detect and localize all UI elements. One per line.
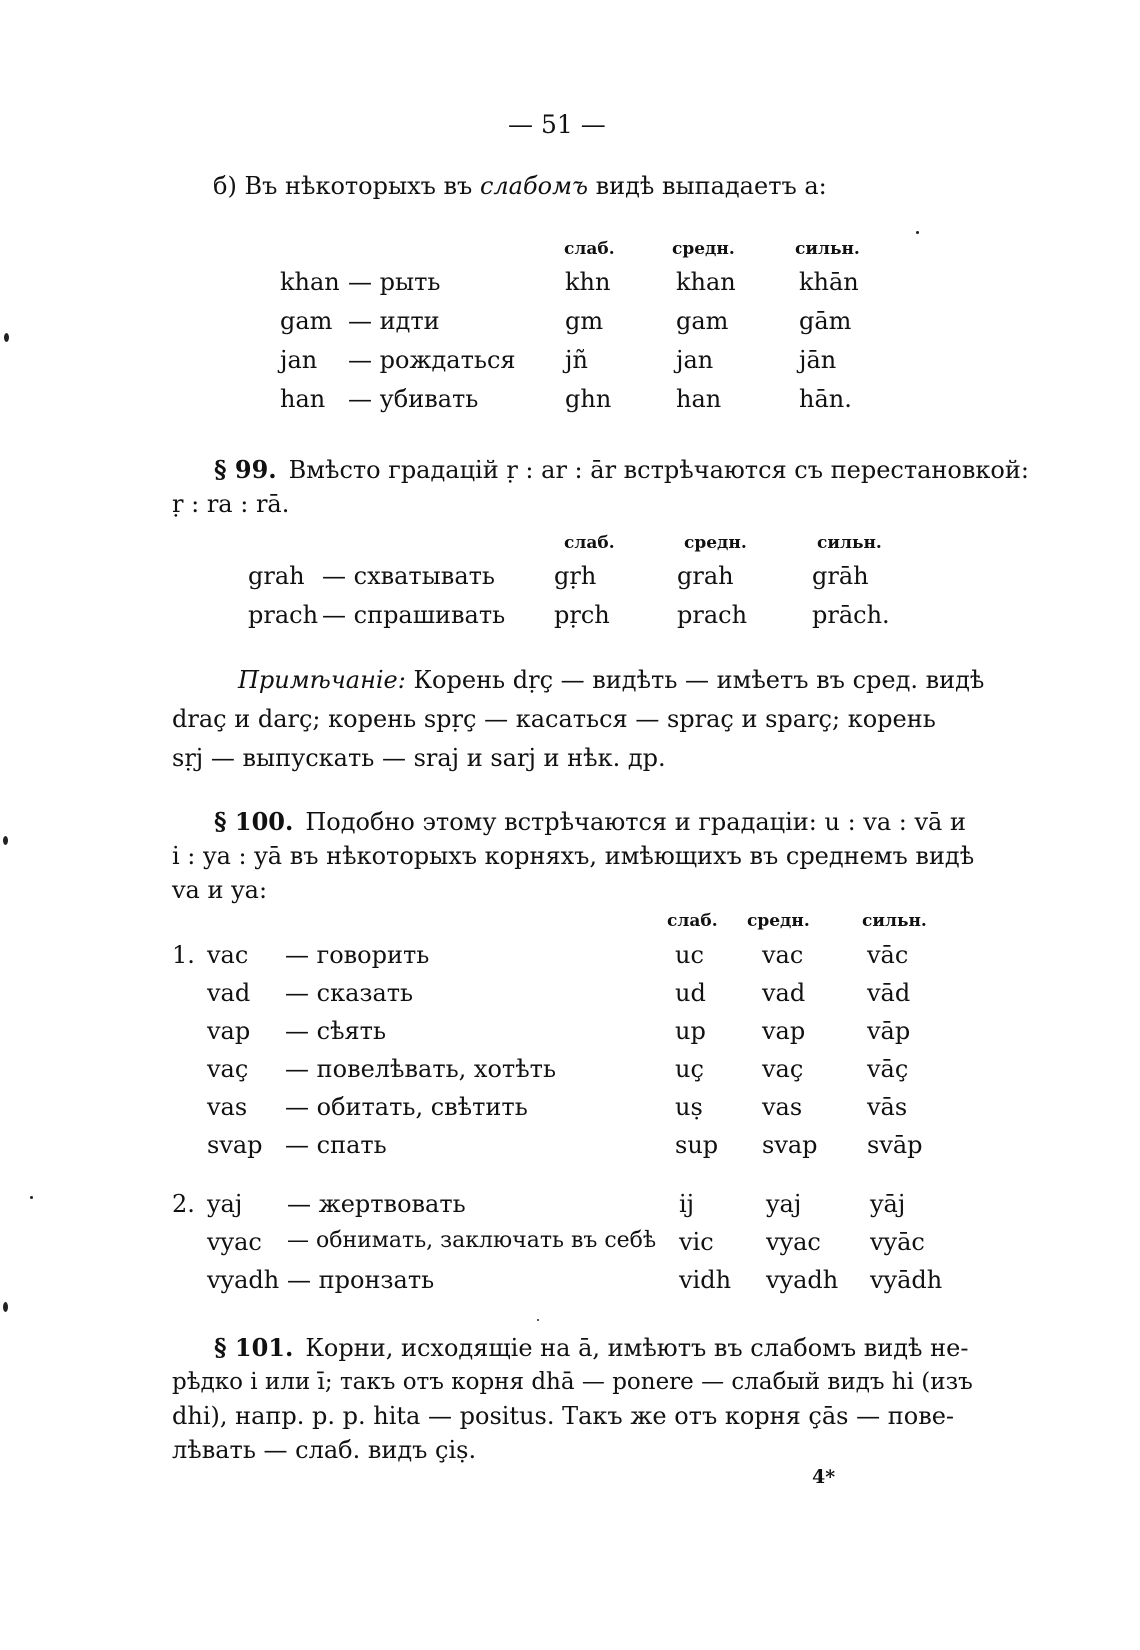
scan-speck: [30, 1196, 33, 1199]
root-word: svap: [207, 1131, 263, 1159]
table-row: [0, 385, 1140, 419]
root-meaning: — рождаться: [348, 346, 516, 374]
column-header-strong: сильн.: [862, 911, 927, 931]
weak-form: pṛch: [554, 601, 610, 629]
strong-form: khān: [799, 268, 859, 296]
section-100-text-1: Подобно этому встрѣчаются и градаціи: u : va : vā и: [305, 808, 966, 836]
weak-form: gm: [565, 307, 604, 335]
root-word: prach: [248, 601, 319, 629]
note-text-1: Корень dṛç — видѣть — имѣетъ въ сред. видѣ: [405, 666, 985, 694]
root-meaning: — сказать: [285, 979, 414, 1007]
section-99-text-1: Вмѣсто градацій ṛ : ar : ār встрѣчаются съ перестановкой:: [288, 456, 1029, 484]
section-101-line-4: лѣвать — слаб. видъ çiṣ.: [172, 1436, 477, 1464]
middle-form: yaj: [766, 1190, 802, 1218]
middle-form: vyac: [766, 1228, 821, 1256]
column-header-strong: сильн.: [817, 533, 882, 553]
section-100-line-1: [172, 805, 970, 839]
note-line-3: sṛj — выпускать — sraj и sarj и нѣк. др.: [172, 744, 666, 772]
section-99-line-2: ṛ : ra : rā.: [172, 490, 290, 518]
weak-form: ij: [679, 1190, 695, 1218]
section-101-line-1: [172, 1331, 970, 1365]
middle-form: jan: [676, 346, 714, 374]
root-meaning: — жертвовать: [287, 1190, 466, 1218]
middle-form: khan: [676, 268, 736, 296]
column-header-weak: слаб.: [667, 911, 718, 931]
section-100-line-2: i : ya : yā въ нѣкоторыхъ корняхъ, имѣющихъ въ среднемъ видѣ: [172, 842, 975, 870]
strong-form: vyādh: [870, 1266, 943, 1294]
root-meaning: — убивать: [348, 385, 479, 413]
note-label: Примѣчаніе:: [238, 666, 406, 694]
weak-form: sup: [675, 1131, 719, 1159]
strong-form: jān: [799, 346, 837, 374]
root-meaning: — идти: [348, 307, 440, 335]
section-101-line-3: dhi), напр. p. p. hita — positus. Такъ же отъ корня çās — пове-: [172, 1402, 955, 1430]
column-header-middle: средн.: [747, 911, 810, 931]
table-row: [0, 346, 1140, 380]
strong-form: vād: [867, 979, 911, 1007]
root-word: grah: [248, 562, 305, 590]
note-line-1: [172, 661, 985, 700]
note-paragraph: [172, 661, 985, 778]
strong-form: yāj: [870, 1190, 906, 1218]
weak-form: gṛh: [554, 562, 597, 590]
root-meaning: — обитать, свѣтить: [285, 1093, 528, 1121]
scan-speck: [537, 1319, 539, 1321]
middle-form: gam: [676, 307, 729, 335]
root-meaning: — сѣять: [285, 1017, 387, 1045]
strong-form: gām: [799, 307, 852, 335]
root-meaning: — схватывать: [322, 562, 495, 590]
table-row: [0, 1017, 1140, 1051]
signature-mark: 4*: [812, 1466, 836, 1488]
column-header-weak: слаб.: [564, 239, 615, 259]
scan-speck: [3, 836, 8, 845]
weak-form: up: [675, 1017, 706, 1045]
root-word: vaç: [207, 1055, 249, 1083]
middle-form: vyadh: [766, 1266, 839, 1294]
table-row: [0, 1131, 1140, 1165]
root-word: jan: [280, 346, 318, 374]
column-header-strong: сильн.: [795, 239, 860, 259]
root-word: vyadh: [207, 1266, 280, 1294]
weak-form: uc: [675, 941, 704, 969]
middle-form: prach: [677, 601, 748, 629]
section-100-line-3: va и ya:: [172, 876, 268, 904]
section-number: § 101.: [214, 1333, 294, 1362]
root-meaning: — обнимать, заключать въ себѣ: [287, 1228, 657, 1253]
root-word: han: [280, 385, 326, 413]
table-row: [0, 941, 1140, 975]
table-row: [0, 979, 1140, 1013]
table-row: [0, 1266, 1140, 1300]
strong-form: vyāc: [870, 1228, 925, 1256]
table-row: [0, 307, 1140, 341]
root-word: vac: [207, 941, 249, 969]
strong-form: vās: [867, 1093, 908, 1121]
scan-speck: [4, 333, 9, 342]
scan-speck: [916, 231, 919, 234]
middle-form: vaç: [762, 1055, 804, 1083]
strong-form: hān.: [799, 385, 852, 413]
section-b-lead: б) Въ нѣкоторыхъ въ: [213, 172, 480, 200]
middle-form: vac: [762, 941, 804, 969]
weak-form: khn: [565, 268, 611, 296]
middle-form: grah: [677, 562, 734, 590]
strong-form: vāç: [867, 1055, 909, 1083]
group-number: 2.: [172, 1190, 195, 1218]
section-b-italic: слабомъ: [479, 172, 588, 200]
column-header-weak: слаб.: [564, 533, 615, 553]
middle-form: vap: [762, 1017, 806, 1045]
middle-form: vas: [762, 1093, 803, 1121]
page-number: — 51 —: [508, 110, 606, 139]
table-row: [0, 601, 1140, 635]
note-line-2: draç и darç; корень spṛç — касаться — spraç и sparç; корень: [172, 705, 936, 733]
weak-form: vidh: [679, 1266, 732, 1294]
section-99-paragraph: [172, 453, 1029, 521]
root-meaning: — пронзать: [287, 1266, 435, 1294]
section-101-text-1: Корни, исходящіе на ā, имѣютъ въ слабомъ видѣ не-: [305, 1334, 969, 1362]
middle-form: vad: [762, 979, 806, 1007]
section-101-paragraph: [172, 1331, 973, 1467]
weak-form: ghn: [565, 385, 612, 413]
table-row: [0, 1055, 1140, 1089]
scan-speck: [3, 1302, 8, 1312]
root-word: gam: [280, 307, 333, 335]
strong-form: svāp: [867, 1131, 923, 1159]
root-meaning: — говорить: [285, 941, 430, 969]
table-row: [0, 268, 1140, 302]
table-row: [0, 1093, 1140, 1127]
weak-form: uç: [675, 1055, 704, 1083]
section-99-line-1: [172, 453, 1029, 487]
root-meaning: — рыть: [348, 268, 441, 296]
weak-form: vic: [679, 1228, 714, 1256]
root-word: yaj: [207, 1190, 243, 1218]
section-b-tail: видѣ выпадаетъ a:: [587, 172, 827, 200]
root-word: vap: [207, 1017, 251, 1045]
root-word: khan: [280, 268, 340, 296]
table-row: [0, 562, 1140, 596]
column-header-middle: средн.: [672, 239, 735, 259]
section-100-paragraph: [172, 805, 975, 907]
section-101-line-2: рѣдко i или ī; такъ отъ корня dhā — ponere — слабый видъ hi (изъ: [172, 1369, 973, 1395]
weak-form: uṣ: [675, 1093, 703, 1121]
strong-form: vāp: [867, 1017, 911, 1045]
root-meaning: — спрашивать: [322, 601, 506, 629]
middle-form: svap: [762, 1131, 818, 1159]
section-b-heading: [213, 172, 827, 200]
root-meaning: — повелѣвать, хотѣть: [285, 1055, 557, 1083]
table-row: [0, 1228, 1140, 1262]
weak-form: ud: [675, 979, 706, 1007]
group-number: 1.: [172, 941, 195, 969]
table-row: [0, 1190, 1140, 1224]
root-word: vyac: [207, 1228, 262, 1256]
strong-form: grāh: [812, 562, 869, 590]
section-number: § 99.: [214, 455, 277, 484]
root-word: vad: [207, 979, 251, 1007]
strong-form: vāc: [867, 941, 909, 969]
weak-form: jñ: [565, 346, 588, 374]
middle-form: han: [676, 385, 722, 413]
column-header-middle: средн.: [684, 533, 747, 553]
strong-form: prāch.: [812, 601, 890, 629]
root-meaning: — спать: [285, 1131, 387, 1159]
root-word: vas: [207, 1093, 248, 1121]
section-number: § 100.: [214, 807, 294, 836]
